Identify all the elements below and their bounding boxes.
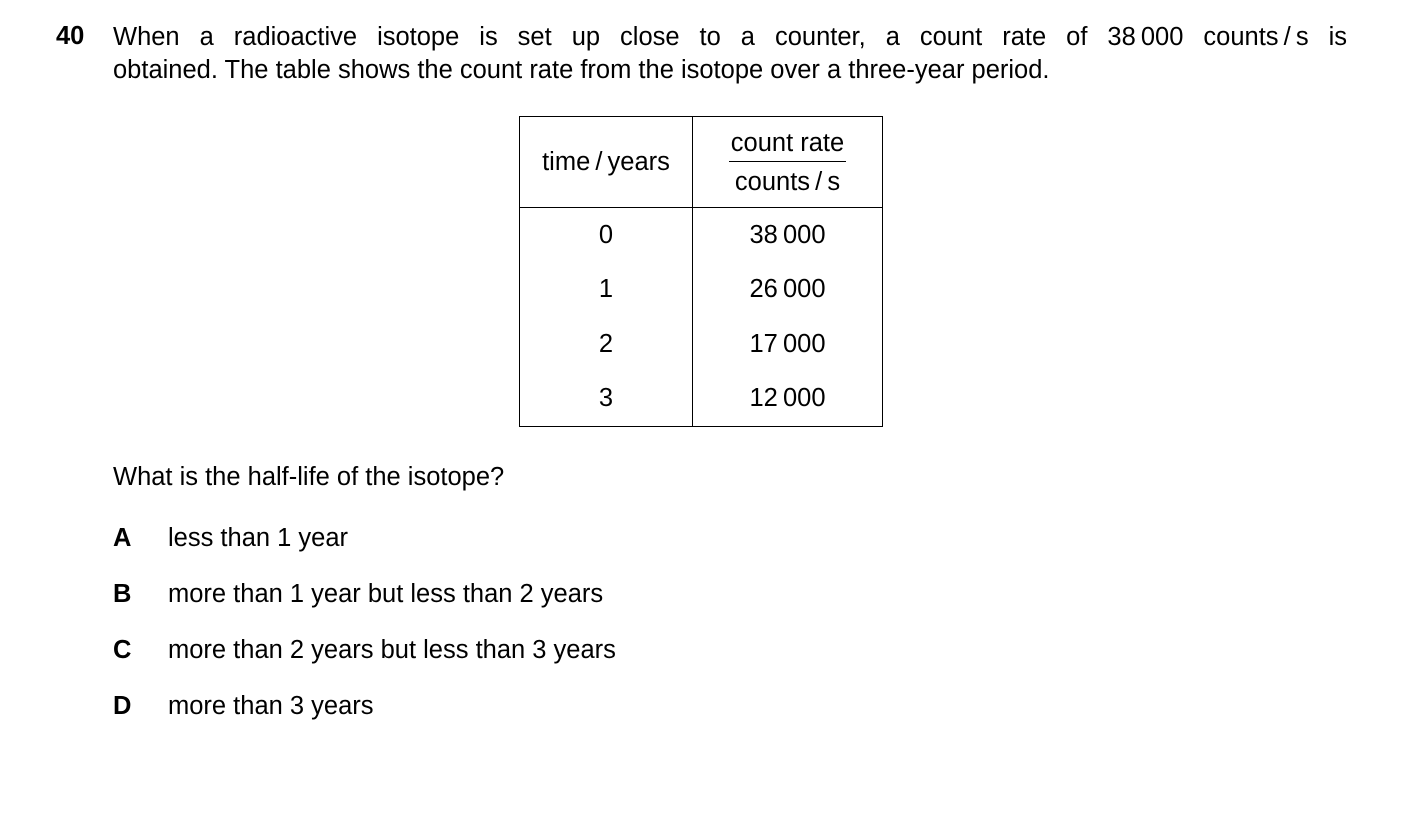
table-header-row bbox=[520, 117, 883, 208]
count-rate-fraction bbox=[729, 128, 846, 197]
option-letter: B bbox=[113, 580, 132, 608]
option-letter: D bbox=[113, 692, 132, 720]
time-cell: 2 bbox=[520, 317, 693, 372]
rate-cell: 38 000 bbox=[693, 208, 883, 263]
table-row bbox=[520, 317, 883, 372]
option-text: more than 2 years but less than 3 years bbox=[168, 636, 616, 664]
question-stem-line-1: When a radioactive isotope is set up close to a counter, a count rate of 38 000 counts / s is bbox=[113, 23, 1347, 51]
header-time-label: time / years bbox=[542, 147, 670, 176]
count-rate-table bbox=[519, 116, 883, 427]
option-text: more than 1 year but less than 2 years bbox=[168, 580, 604, 608]
question-stem bbox=[113, 21, 1347, 87]
option-text: less than 1 year bbox=[168, 524, 349, 552]
table-row bbox=[520, 372, 883, 427]
time-cell: 3 bbox=[520, 372, 693, 427]
option-letter: C bbox=[113, 636, 132, 664]
time-cell: 0 bbox=[520, 208, 693, 263]
rate-cell: 17 000 bbox=[693, 317, 883, 372]
option-text: more than 3 years bbox=[168, 692, 374, 720]
question-prompt: What is the half-life of the isotope? bbox=[113, 463, 505, 491]
rate-cell: 12 000 bbox=[693, 372, 883, 427]
question-number: 40 bbox=[56, 22, 85, 50]
count-rate-quantity: count rate bbox=[729, 128, 846, 162]
count-rate-unit: counts / s bbox=[734, 167, 841, 196]
header-time bbox=[520, 117, 693, 208]
time-cell: 1 bbox=[520, 263, 693, 318]
table-row bbox=[520, 208, 883, 263]
option-letter: A bbox=[113, 524, 132, 552]
header-count-rate bbox=[693, 117, 883, 208]
table-row bbox=[520, 263, 883, 318]
rate-cell: 26 000 bbox=[693, 263, 883, 318]
question-stem-line-2: obtained. The table shows the count rate from the isotope over a three-year period. bbox=[113, 56, 1050, 84]
